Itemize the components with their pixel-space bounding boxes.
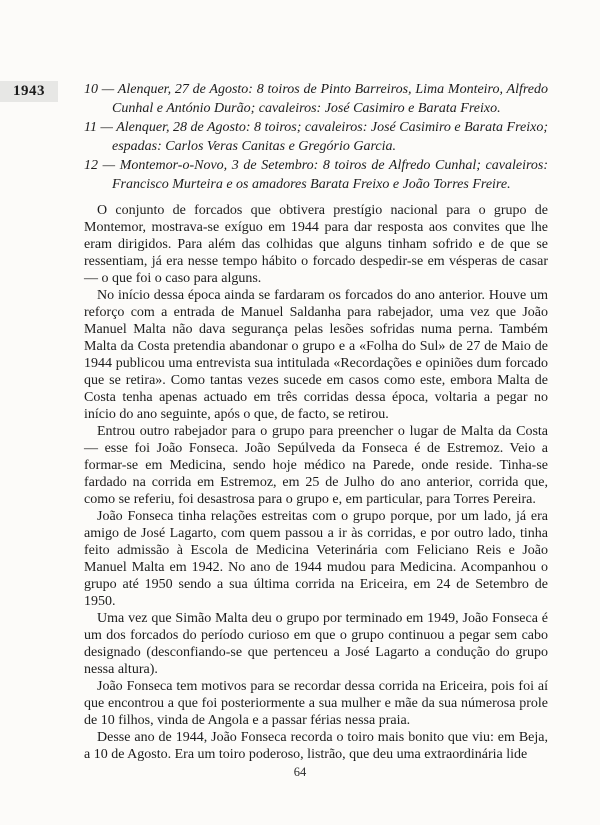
paragraph: Entrou outro rabejador para o grupo para preencher o lugar de Malta da Costa — esse foi João Fonseca. João Sepúlveda da Fonseca é de Estremoz. Veio a formar-se em Medicina, sendo hoje médico na Parede, onde reside. Tinha-se fardado na corrida em Estremoz, em 25 de Julho do ano anterior, corrida que, como se referiu, foi desastrosa para o grupo e, em particular, para Torres Pereira. <box>84 424 548 507</box>
list-item-text: Montemor-o-Novo, 3 de Setembro: 8 toiros de Alfredo Cunhal; cavaleiros: Francisco Murteira e os amadores Barata Freixo e João Torres Freire. <box>112 158 549 192</box>
list-item-text: Alenquer, 28 de Agosto: 8 toiros; cavaleiros: José Casimiro e Barata Freixo; espadas: Carlos Veras Canitas e Gregório Garcia. <box>112 120 548 154</box>
list-item-number: 10 — <box>84 82 115 97</box>
list-item <box>84 118 548 156</box>
paragraph: Uma vez que Simão Malta deu o grupo por terminado em 1949, João Fonseca é um dos forcados do período curioso em que o grupo continuou a pegar sem cabo designado (desconfiando-se que pertenceu a José Lagarto a condução do grupo nessa altura). <box>84 611 548 677</box>
list-item-number: 12 — <box>84 158 116 173</box>
paragraph: No início dessa época ainda se fardaram os forcados do ano anterior. Houve um reforço com a entrada de Manuel Saldanha para rabejador, uma vez que João Manuel Malta não dava segurança pelas lesões sofridas numa perna. Também Malta da Costa pretendia abandonar o grupo e a «Folha do Sul» de 27 de Maio de 1944 publicou uma entrevista sua intitulada «Recordações e opiniões dum forcado que se retira». Como tantas vezes sucede em casos como este, embora Malta de Costa tenha apenas actuado em três corridas dessa época, voltaria a pegar no início do ano seguinte, após o que, de facto, se retirou. <box>84 288 548 422</box>
list-item-number: 11 — <box>84 120 113 135</box>
year-label: 1943 <box>13 83 45 99</box>
paragraph: Desse ano de 1944, João Fonseca recorda o toiro mais bonito que viu: em Beja, a 10 de Agosto. Era um toiro poderoso, listrão, que deu uma extraordinária lide <box>84 730 548 762</box>
list-item <box>84 80 548 118</box>
paragraph: João Fonseca tem motivos para se recordar dessa corrida na Ericeira, pois foi aí que encontrou a que foi posteriormente a sua mulher e mãe da sua númerosa prole de 10 filhos, vinda de Angola e a passar férias nessa praia. <box>84 679 548 728</box>
paragraph: O conjunto de forcados que obtivera prestígio nacional para o grupo de Montemor, mostrava-se exíguo em 1944 para dar resposta aos convites que lhe eram dirigidos. Para além das colhidas que alguns tinham sofrido e de que se ressentiam, já era nesse tempo hábito o forcado despedir-se em vésperas de casar — o que foi o caso para alguns. <box>84 203 548 286</box>
page-number: 64 <box>293 765 307 779</box>
list-item <box>84 156 548 194</box>
margin-year-tab <box>0 81 58 102</box>
list-item-text: Alenquer, 27 de Agosto: 8 toiros de Pinto Barreiros, Lima Monteiro, Alfredo Cunhal e António Durão; cavaleiros: José Casimiro e Barata Freixo. <box>112 82 549 116</box>
body-text <box>84 202 548 763</box>
event-list <box>84 80 548 194</box>
paragraph: João Fonseca tinha relações estreitas com o grupo porque, por um lado, já era amigo de José Lagarto, com quem passou a ir às corridas, e por outro lado, tinha feito admissão à Escola de Medicina Veterinária com Feliciano Reis e João Manuel Malta em 1942. No ano de 1944 mudou para Medicina. Acompanhou o grupo até 1950 sendo a sua última corrida na Ericeira, em 24 de Setembro de 1950. <box>84 509 548 609</box>
